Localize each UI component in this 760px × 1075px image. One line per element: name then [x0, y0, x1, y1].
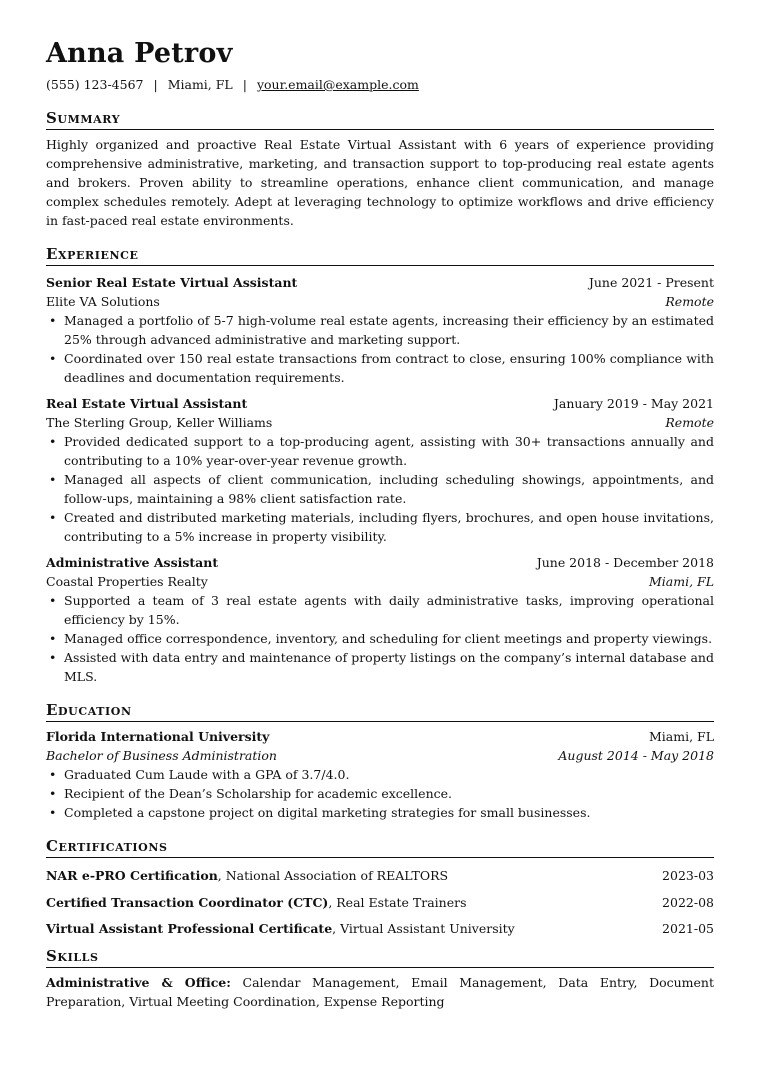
section-title-certifications: Certifications — [46, 836, 714, 858]
job-entry — [46, 273, 714, 387]
certification-issuer: , Virtual Assistant University — [332, 921, 515, 936]
bullet-item: • Created and distributed marketing materials, including flyers, brochures, and open house invitations, contributing to a 5% increase in property visibility. — [46, 508, 714, 546]
skills-label: Administrative & Office: — [46, 974, 231, 990]
school-name: Florida International University — [46, 729, 270, 744]
bullet-item: • Completed a capstone project on digital marketing strategies for small businesses. — [46, 803, 714, 822]
education-bullets — [46, 765, 714, 822]
candidate-name: Anna Petrov — [46, 38, 233, 69]
bullet-item: • Managed office correspondence, inventory, and scheduling for client meetings and property viewings. — [46, 629, 714, 648]
contact-line — [46, 76, 714, 94]
job-dates: January 2019 - May 2021 — [553, 396, 714, 411]
certification-issuer: , National Association of REALTORS — [217, 868, 449, 883]
section-title-education: Education — [46, 700, 714, 722]
location: Miami, FL — [167, 77, 233, 92]
certification-name: NAR e-PRO Certification — [46, 868, 218, 883]
job-location: Miami, FL — [648, 574, 714, 589]
section-title-summary: Summary — [46, 108, 714, 130]
job-entry — [46, 553, 714, 686]
certification-item — [46, 866, 714, 885]
job-role: Senior Real Estate Virtual Assistant — [46, 275, 298, 290]
bullet-item: • Graduated Cum Laude with a GPA of 3.7/4.0. — [46, 765, 714, 784]
job-bullets — [46, 591, 714, 686]
job-header — [46, 394, 714, 413]
bullet-item: • Supported a team of 3 real estate agents with daily administrative tasks, improving operational efficiency by 15%. — [46, 591, 714, 629]
job-role: Real Estate Virtual Assistant — [46, 396, 248, 411]
certification-text — [46, 919, 515, 938]
bullet-item: • Managed all aspects of client communication, including scheduling showings, appointments, and follow-ups, maintaining a 98% client satisfaction rate. — [46, 470, 714, 508]
certification-issuer: , Real Estate Trainers — [328, 894, 467, 910]
job-entry — [46, 394, 714, 546]
certification-text — [46, 893, 467, 912]
certification-text — [46, 866, 448, 885]
job-location: Remote — [665, 415, 714, 430]
education-dates: August 2014 - May 2018 — [558, 748, 714, 763]
contact-separator: | — [242, 77, 247, 92]
job-company: Elite VA Solutions — [46, 294, 160, 309]
job-dates: June 2018 - December 2018 — [536, 555, 714, 570]
job-header — [46, 273, 714, 292]
email-link[interactable]: your.email@example.com — [256, 77, 419, 92]
education-header — [46, 727, 714, 746]
degree-name: Bachelor of Business Administration — [46, 748, 277, 763]
job-bullets — [46, 311, 714, 387]
job-company: The Sterling Group, Keller Williams — [46, 415, 273, 430]
certification-item — [46, 893, 714, 912]
school-location: Miami, FL — [648, 729, 714, 744]
job-dates: June 2021 - Present — [588, 275, 714, 290]
skills-line — [46, 973, 714, 1011]
bullet-item: • Managed a portfolio of 5-7 high-volume real estate agents, increasing their efficiency by an estimated 25% through advanced administrative and marketing support. — [46, 311, 714, 349]
certification-date: 2021-05 — [662, 921, 714, 936]
certification-name: Certified Transaction Coordinator (CTC) — [46, 894, 329, 910]
certification-name: Virtual Assistant Professional Certificate — [46, 921, 333, 936]
education-subheader — [46, 746, 714, 765]
job-company: Coastal Properties Realty — [46, 574, 208, 589]
skills-text: Calendar Management, Email Management, Data Entry, Document Preparation, Virtual Meeting Coordination, Expense Reporting — [46, 974, 714, 1009]
bullet-item: • Recipient of the Dean’s Scholarship for academic excellence. — [46, 784, 714, 803]
bullet-item: • Provided dedicated support to a top-producing agent, assisting with 30+ transactions annually and contributing to a 10% year-over-year revenue growth. — [46, 432, 714, 470]
job-bullets — [46, 432, 714, 546]
bullet-item: • Coordinated over 150 real estate transactions from contract to close, ensuring 100% compliance with deadlines and documentation requirements. — [46, 349, 714, 387]
certifications-list — [46, 866, 714, 938]
job-role: Administrative Assistant — [46, 555, 219, 570]
job-location: Remote — [665, 294, 714, 309]
job-subheader — [46, 572, 714, 591]
job-subheader — [46, 413, 714, 432]
certification-item — [46, 919, 714, 938]
section-title-experience: Experience — [46, 244, 714, 266]
job-subheader — [46, 292, 714, 311]
certification-date: 2023-03 — [662, 868, 714, 883]
summary-text: Highly organized and proactive Real Estate Virtual Assistant with 6 years of experience providing comprehensive administrative, marketing, and transaction support to top-producing real estate agents and brokers. Proven ability to streamline operations, enhance client communication, and manage complex schedules remotely. Adept at leveraging technology to optimize workflows and drive efficiency in fast-paced real estate environments. — [46, 137, 714, 228]
job-header — [46, 553, 714, 572]
phone-number: (555) 123-4567 — [46, 77, 144, 92]
certification-date: 2022-08 — [662, 894, 714, 910]
section-title-skills: Skills — [46, 946, 714, 968]
bullet-item: • Assisted with data entry and maintenance of property listings on the company’s internal database and MLS. — [46, 648, 714, 686]
contact-separator: | — [153, 77, 158, 92]
